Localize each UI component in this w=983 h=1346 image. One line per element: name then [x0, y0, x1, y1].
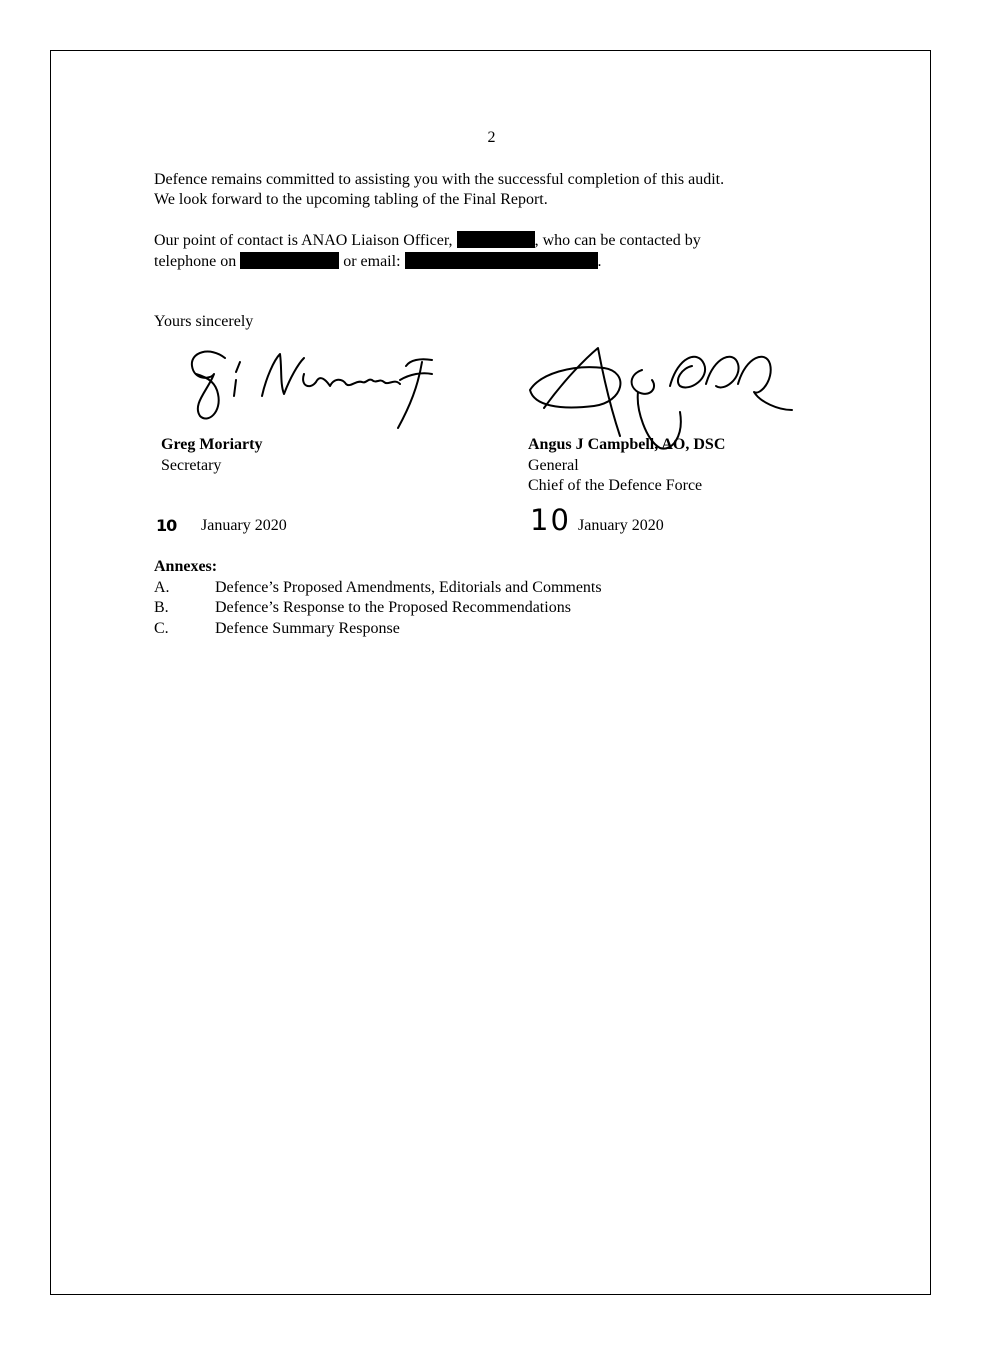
redaction-telephone	[240, 252, 339, 269]
sentence-end: .	[597, 253, 602, 270]
signatory-1-title: Secretary	[161, 457, 222, 474]
signatory-1-date: January 2020	[201, 517, 287, 534]
redaction-email	[405, 252, 598, 269]
signatory-1-date-handwritten: 10	[156, 516, 177, 535]
annexes-heading: Annexes:	[154, 558, 218, 575]
telephone-label: telephone on	[154, 253, 241, 270]
email-label: or email:	[339, 253, 405, 270]
closing-salutation: Yours sincerely	[154, 313, 254, 330]
annex-a-letter: A.	[154, 579, 170, 596]
body-paragraph-2-line-1	[154, 231, 701, 251]
signatory-2-name: Angus J Campbell, AO, DSC	[528, 436, 726, 453]
annex-c-text: Defence Summary Response	[215, 620, 400, 637]
contact-text-end: , who can be contacted by	[534, 232, 701, 249]
redaction-liaison-name	[457, 231, 535, 248]
page-number: 2	[487, 129, 496, 146]
signatory-2-date-handwritten: 10	[530, 503, 571, 537]
annex-c-letter: C.	[154, 620, 169, 637]
annex-a-text: Defence’s Proposed Amendments, Editorials and Comments	[215, 579, 602, 596]
annex-b-letter: B.	[154, 599, 169, 616]
annex-b-text: Defence’s Response to the Proposed Recommendations	[215, 599, 571, 616]
body-paragraph-1-line-2: We look forward to the upcoming tabling of the Final Report.	[154, 191, 548, 208]
body-paragraph-1-line-1: Defence remains committed to assisting you with the successful completion of this audit.	[154, 171, 725, 188]
body-paragraph-2-line-2	[154, 252, 602, 272]
contact-text-start: Our point of contact is ANAO Liaison Officer,	[154, 232, 457, 249]
signatory-2-role: Chief of the Defence Force	[528, 477, 703, 494]
signatory-2-title: General	[528, 457, 579, 474]
signatory-2-date: January 2020	[578, 517, 664, 534]
signatory-1-name: Greg Moriarty	[161, 436, 263, 453]
signature-moriarty	[170, 338, 460, 438]
